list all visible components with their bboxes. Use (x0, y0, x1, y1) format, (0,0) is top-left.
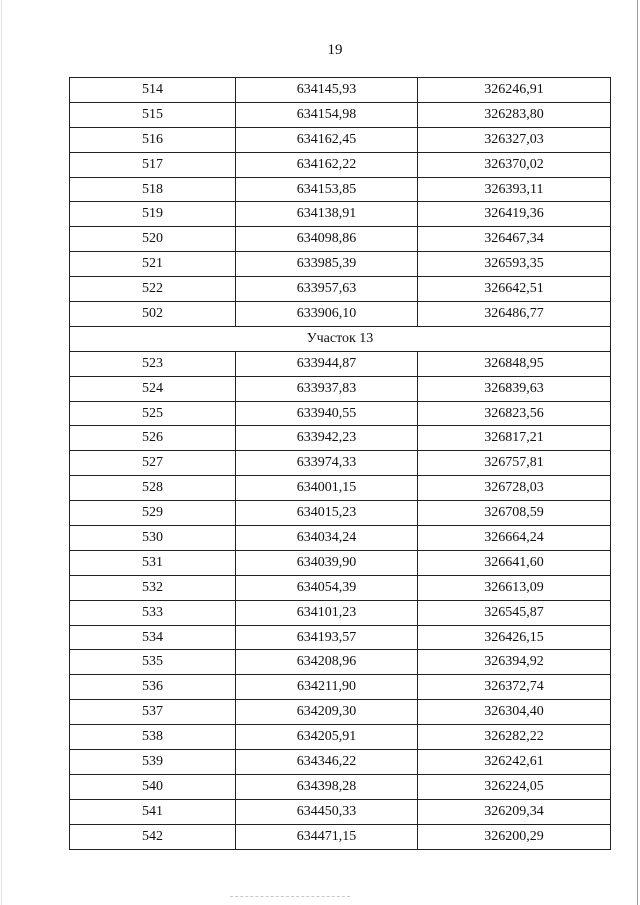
y-coordinate-cell: 326641,60 (418, 550, 611, 575)
y-coordinate-cell: 326282,22 (418, 725, 611, 750)
table-row (70, 625, 611, 650)
y-coordinate-cell: 326823,56 (418, 401, 611, 426)
point-number-cell: 517 (70, 152, 236, 177)
table-row (70, 202, 611, 227)
table-row (70, 351, 611, 376)
x-coordinate-cell: 634471,15 (236, 824, 418, 849)
y-coordinate-cell: 326664,24 (418, 526, 611, 551)
point-number-cell: 522 (70, 277, 236, 302)
y-coordinate-cell: 326817,21 (418, 426, 611, 451)
y-coordinate-cell: 326839,63 (418, 376, 611, 401)
table-row (70, 152, 611, 177)
y-coordinate-cell: 326848,95 (418, 351, 611, 376)
table-row (70, 501, 611, 526)
table-row (70, 799, 611, 824)
table-row (70, 302, 611, 327)
table-row (70, 451, 611, 476)
y-coordinate-cell: 326426,15 (418, 625, 611, 650)
table-row (70, 650, 611, 675)
y-coordinate-cell: 326757,81 (418, 451, 611, 476)
point-number-cell: 542 (70, 824, 236, 849)
y-coordinate-cell: 326728,03 (418, 476, 611, 501)
point-number-cell: 524 (70, 376, 236, 401)
point-number-cell: 521 (70, 252, 236, 277)
y-coordinate-cell: 326242,61 (418, 750, 611, 775)
y-coordinate-cell: 326370,02 (418, 152, 611, 177)
x-coordinate-cell: 633985,39 (236, 252, 418, 277)
x-coordinate-cell: 634346,22 (236, 750, 418, 775)
x-coordinate-cell: 634193,57 (236, 625, 418, 650)
y-coordinate-cell: 326394,92 (418, 650, 611, 675)
point-number-cell: 530 (70, 526, 236, 551)
page-number: 19 (327, 42, 343, 58)
table-row (70, 177, 611, 202)
x-coordinate-cell: 633940,55 (236, 401, 418, 426)
y-coordinate-cell: 326246,91 (418, 78, 611, 103)
point-number-cell: 519 (70, 202, 236, 227)
point-number-cell: 528 (70, 476, 236, 501)
y-coordinate-cell: 326372,74 (418, 675, 611, 700)
x-coordinate-cell: 634001,15 (236, 476, 418, 501)
y-coordinate-cell: 326642,51 (418, 277, 611, 302)
point-number-cell: 540 (70, 774, 236, 799)
page-right-edge (637, 0, 638, 905)
point-number-cell: 531 (70, 550, 236, 575)
point-number-cell: 515 (70, 102, 236, 127)
table-row (70, 476, 611, 501)
coordinates-table (69, 77, 611, 850)
table-row (70, 102, 611, 127)
x-coordinate-cell: 633937,83 (236, 376, 418, 401)
point-number-cell: 532 (70, 575, 236, 600)
point-number-cell: 526 (70, 426, 236, 451)
y-coordinate-cell: 326327,03 (418, 127, 611, 152)
y-coordinate-cell: 326304,40 (418, 700, 611, 725)
table-row (70, 277, 611, 302)
point-number-cell: 523 (70, 351, 236, 376)
table-row (70, 725, 611, 750)
x-coordinate-cell: 634015,23 (236, 501, 418, 526)
x-coordinate-cell: 633974,33 (236, 451, 418, 476)
point-number-cell: 520 (70, 227, 236, 252)
x-coordinate-cell: 634039,90 (236, 550, 418, 575)
x-coordinate-cell: 634162,45 (236, 127, 418, 152)
table-row (70, 550, 611, 575)
y-coordinate-cell: 326209,34 (418, 799, 611, 824)
point-number-cell: 535 (70, 650, 236, 675)
y-coordinate-cell: 326613,09 (418, 575, 611, 600)
point-number-cell: 527 (70, 451, 236, 476)
table-row (70, 575, 611, 600)
x-coordinate-cell: 634153,85 (236, 177, 418, 202)
y-coordinate-cell: 326419,36 (418, 202, 611, 227)
point-number-cell: 539 (70, 750, 236, 775)
x-coordinate-cell: 633957,63 (236, 277, 418, 302)
point-number-cell: 516 (70, 127, 236, 152)
table-row (70, 252, 611, 277)
point-number-cell: 541 (70, 799, 236, 824)
x-coordinate-cell: 634098,86 (236, 227, 418, 252)
x-coordinate-cell: 634101,23 (236, 600, 418, 625)
point-number-cell: 533 (70, 600, 236, 625)
section-title: Участок 13 (70, 326, 611, 351)
point-number-cell: 525 (70, 401, 236, 426)
y-coordinate-cell: 326224,05 (418, 774, 611, 799)
x-coordinate-cell: 634208,96 (236, 650, 418, 675)
y-coordinate-cell: 326708,59 (418, 501, 611, 526)
x-coordinate-cell: 634450,33 (236, 799, 418, 824)
point-number-cell: 514 (70, 78, 236, 103)
table-row (70, 526, 611, 551)
table-row (70, 675, 611, 700)
x-coordinate-cell: 634211,90 (236, 675, 418, 700)
y-coordinate-cell: 326486,77 (418, 302, 611, 327)
x-coordinate-cell: 633942,23 (236, 426, 418, 451)
point-number-cell: 534 (70, 625, 236, 650)
x-coordinate-cell: 634205,91 (236, 725, 418, 750)
y-coordinate-cell: 326467,34 (418, 227, 611, 252)
y-coordinate-cell: 326393,11 (418, 177, 611, 202)
table-row (70, 78, 611, 103)
table-row (70, 127, 611, 152)
table-row (70, 426, 611, 451)
coordinates-table-body (70, 78, 611, 850)
x-coordinate-cell: 634054,39 (236, 575, 418, 600)
page-left-edge (1, 0, 2, 905)
point-number-cell: 537 (70, 700, 236, 725)
x-coordinate-cell: 633944,87 (236, 351, 418, 376)
point-number-cell: 529 (70, 501, 236, 526)
table-row (70, 774, 611, 799)
x-coordinate-cell: 633906,10 (236, 302, 418, 327)
point-number-cell: 536 (70, 675, 236, 700)
y-coordinate-cell: 326200,29 (418, 824, 611, 849)
point-number-cell: 538 (70, 725, 236, 750)
table-row (70, 401, 611, 426)
y-coordinate-cell: 326545,87 (418, 600, 611, 625)
x-coordinate-cell: 634138,91 (236, 202, 418, 227)
point-number-cell: 502 (70, 302, 236, 327)
scan-artifact-dash (230, 896, 350, 897)
table-row (70, 376, 611, 401)
x-coordinate-cell: 634398,28 (236, 774, 418, 799)
x-coordinate-cell: 634209,30 (236, 700, 418, 725)
section-header-row (70, 326, 611, 351)
y-coordinate-cell: 326283,80 (418, 102, 611, 127)
table-row (70, 824, 611, 849)
x-coordinate-cell: 634145,93 (236, 78, 418, 103)
point-number-cell: 518 (70, 177, 236, 202)
table-row (70, 700, 611, 725)
table-row (70, 750, 611, 775)
x-coordinate-cell: 634162,22 (236, 152, 418, 177)
table-row (70, 600, 611, 625)
table-row (70, 227, 611, 252)
x-coordinate-cell: 634034,24 (236, 526, 418, 551)
x-coordinate-cell: 634154,98 (236, 102, 418, 127)
y-coordinate-cell: 326593,35 (418, 252, 611, 277)
